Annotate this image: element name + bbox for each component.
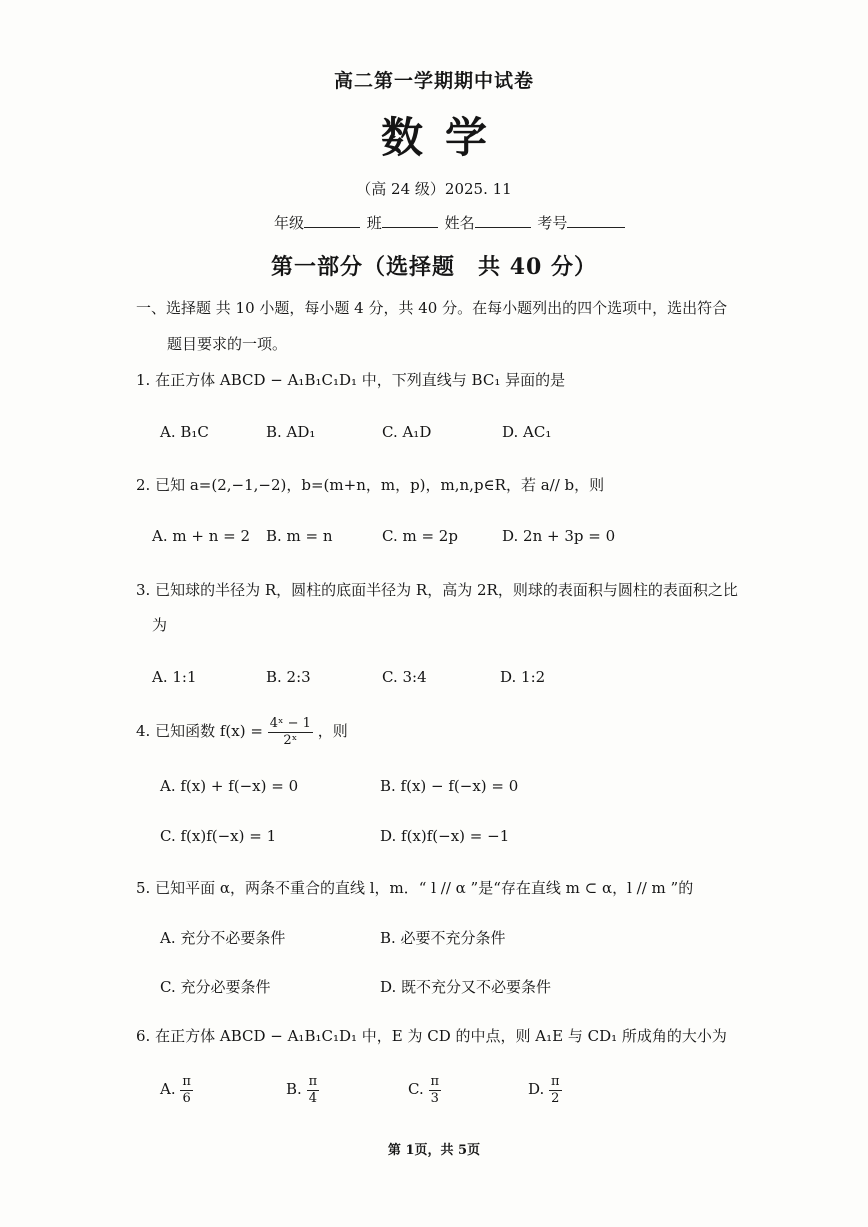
part-title: 第一部分（选择题 共 40 分） bbox=[271, 254, 597, 280]
q5-option-a[interactable]: A. 充分不必要条件 bbox=[160, 929, 286, 947]
q4-option-c[interactable]: C. f(x)f(−x) = 1 bbox=[160, 827, 277, 845]
option-fraction bbox=[429, 1074, 442, 1106]
fraction-numerator: π bbox=[308, 1074, 318, 1089]
q4-option-b[interactable]: B. f(x) − f(−x) = 0 bbox=[380, 777, 519, 795]
q5-option-b[interactable]: B. 必要不充分条件 bbox=[380, 929, 506, 947]
instruction-line-1: 一、选择题 共 10 小题，每小题 4 分，共 40 分。在每小题列出的四个选项中，选出符合 bbox=[136, 299, 728, 317]
q6-option-b[interactable] bbox=[286, 1074, 319, 1106]
field-class-label: 班 bbox=[366, 214, 382, 232]
q2-option-a[interactable]: A. m + n = 2 bbox=[152, 527, 251, 545]
q5-option-d[interactable]: D. 既不充分又不必要条件 bbox=[380, 978, 552, 996]
question-3-stem-line-1 bbox=[136, 579, 738, 600]
function-fraction bbox=[268, 716, 313, 748]
q3-option-d[interactable]: D. 1:2 bbox=[500, 668, 546, 686]
fraction-denominator: 6 bbox=[182, 1090, 191, 1106]
question-text: 已知 a=(2,−1,−2)，b=(m+n，m，p)，m,n,p∈R，若 a// b，则 bbox=[155, 476, 605, 494]
q5-option-c[interactable]: C. 充分必要条件 bbox=[160, 978, 271, 996]
exam-title: 高二第一学期期中试卷 bbox=[333, 70, 534, 92]
q1-option-b[interactable]: B. AD₁ bbox=[266, 423, 316, 441]
option-fraction bbox=[307, 1074, 320, 1106]
student-info-line bbox=[272, 212, 625, 233]
fraction-denominator: 2ˣ bbox=[283, 732, 298, 748]
question-number: 3. bbox=[136, 581, 151, 599]
field-grade-label: 年级 bbox=[274, 214, 305, 232]
examno-blank[interactable] bbox=[567, 213, 625, 228]
option-label: C. bbox=[408, 1080, 424, 1099]
fraction-denominator: 3 bbox=[430, 1090, 439, 1106]
option-label: D. bbox=[528, 1080, 545, 1099]
question-text: 已知平面 α，两条不重合的直线 l，m．“ l // α ”是“存在直线 m ⊂ α，l // m ”的 bbox=[155, 879, 694, 897]
question-5-stem bbox=[136, 877, 693, 898]
fraction-numerator: 4ˣ − 1 bbox=[269, 716, 311, 731]
fraction-numerator: π bbox=[430, 1074, 440, 1089]
q2-option-b[interactable]: B. m = n bbox=[266, 527, 333, 545]
question-2-stem bbox=[136, 474, 604, 495]
page-footer: 第 1页，共 5页 bbox=[387, 1143, 481, 1158]
field-examno-label: 考号 bbox=[537, 214, 568, 232]
question-text: 在正方体 ABCD − A₁B₁C₁D₁ 中，E 为 CD 的中点，则 A₁E 与 CD₁ 所成角的大小为 bbox=[155, 1027, 727, 1045]
q1-option-a[interactable]: A. B₁C bbox=[160, 423, 209, 441]
question-text: 在正方体 ABCD − A₁B₁C₁D₁ 中，下列直线与 BC₁ 异面的是 bbox=[155, 371, 566, 389]
question-3-stem-line-2: 为 bbox=[152, 616, 168, 634]
question-number: 4. bbox=[136, 722, 151, 741]
q3-option-b[interactable]: B. 2:3 bbox=[266, 668, 311, 686]
grade-blank[interactable] bbox=[304, 213, 360, 228]
question-number: 5. bbox=[136, 879, 151, 897]
option-label: B. bbox=[286, 1080, 302, 1099]
name-blank[interactable] bbox=[475, 213, 531, 228]
q6-option-a[interactable] bbox=[160, 1074, 193, 1106]
question-6-stem bbox=[136, 1025, 727, 1046]
q6-option-c[interactable] bbox=[408, 1074, 441, 1106]
q6-option-d[interactable] bbox=[528, 1074, 562, 1106]
option-fraction bbox=[549, 1074, 562, 1106]
question-number: 1. bbox=[136, 371, 151, 389]
question-text: 已知球的半径为 R，圆柱的底面半径为 R，高为 2R，则球的表面积与圆柱的表面积之比 bbox=[155, 581, 738, 599]
q3-option-a[interactable]: A. 1:1 bbox=[152, 668, 197, 686]
option-fraction bbox=[180, 1074, 193, 1106]
class-blank[interactable] bbox=[382, 213, 438, 228]
q2-option-c[interactable]: C. m = 2p bbox=[382, 527, 458, 545]
fraction-denominator: 2 bbox=[551, 1090, 560, 1106]
question-4-stem bbox=[136, 716, 348, 748]
question-number: 6. bbox=[136, 1027, 151, 1045]
fraction-numerator: π bbox=[551, 1074, 560, 1089]
question-text-prefix: 已知函数 f(x) = bbox=[155, 722, 263, 741]
question-number: 2. bbox=[136, 476, 151, 494]
fraction-denominator: 4 bbox=[308, 1090, 317, 1106]
instruction-line-2: 题目要求的一项。 bbox=[167, 335, 288, 353]
subject-title: 数学 bbox=[380, 113, 509, 162]
question-1-stem bbox=[136, 369, 565, 390]
q1-option-d[interactable]: D. AC₁ bbox=[502, 423, 552, 441]
grade-date: （高 24 级）2025. 11 bbox=[356, 180, 512, 198]
q4-option-a[interactable]: A. f(x) + f(−x) = 0 bbox=[160, 777, 299, 795]
fraction-numerator: π bbox=[182, 1074, 191, 1089]
q2-option-d[interactable]: D. 2n + 3p = 0 bbox=[502, 527, 616, 545]
q4-option-d[interactable]: D. f(x)f(−x) = −1 bbox=[380, 827, 510, 845]
q1-option-c[interactable]: C. A₁D bbox=[382, 423, 432, 441]
option-label: A. bbox=[160, 1080, 176, 1099]
q3-option-c[interactable]: C. 3:4 bbox=[382, 668, 427, 686]
field-name-label: 姓名 bbox=[444, 214, 475, 232]
question-text-suffix: ，则 bbox=[317, 722, 348, 741]
